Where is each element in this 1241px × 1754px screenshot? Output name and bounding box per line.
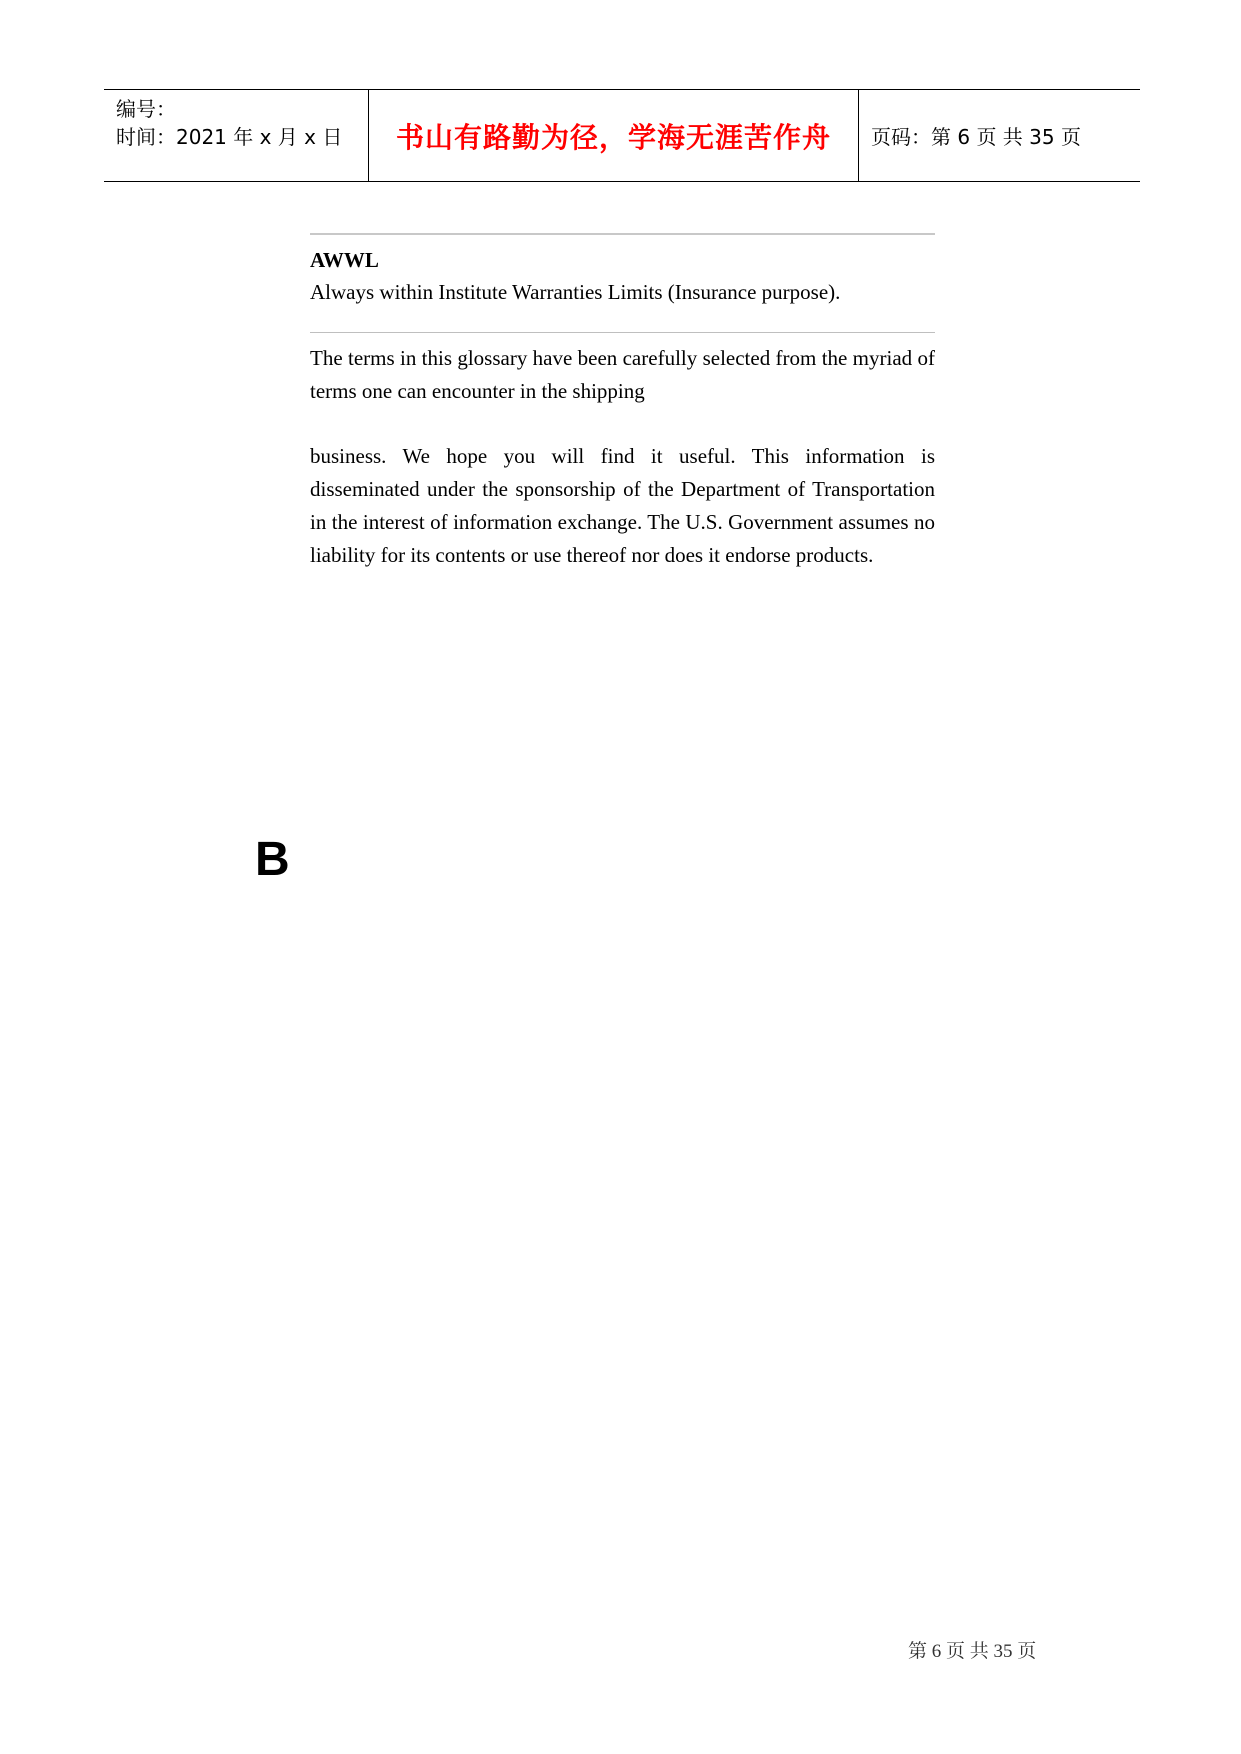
page-footer: 第 6 页 共 35 页 bbox=[908, 1641, 1037, 1662]
header-right-cell bbox=[859, 90, 1140, 181]
page-header bbox=[104, 89, 1140, 182]
header-motto: 书山有路勤为径，学海无涯苦作舟 bbox=[395, 120, 831, 154]
glossary-definition: Always within Institute Warranties Limits (Insurance purpose). bbox=[310, 280, 841, 304]
section-letter-heading: B bbox=[255, 833, 290, 886]
document-number-label: 编号： bbox=[116, 97, 176, 121]
divider-bottom bbox=[310, 332, 935, 333]
glossary-term: AWWL bbox=[310, 248, 379, 272]
divider-top bbox=[310, 233, 935, 235]
header-middle-cell bbox=[369, 90, 859, 181]
disclaimer-paragraph: business. We hope you will find it useful. This information is disseminated under the sponsorship of the Department of Transportation in the interest of information exchange. The U.S. Government assumes no liability for its contents or use thereof nor does it endorse products. bbox=[310, 444, 935, 567]
document-date: 时间：2021 年 x 月 x 日 bbox=[116, 125, 343, 149]
intro-paragraph: The terms in this glossary have been carefully selected from the myriad of terms one can encounter in the shipping bbox=[310, 346, 935, 403]
header-page-info: 页码：第 6 页 共 35 页 bbox=[871, 125, 1081, 149]
header-left-cell bbox=[104, 90, 369, 181]
